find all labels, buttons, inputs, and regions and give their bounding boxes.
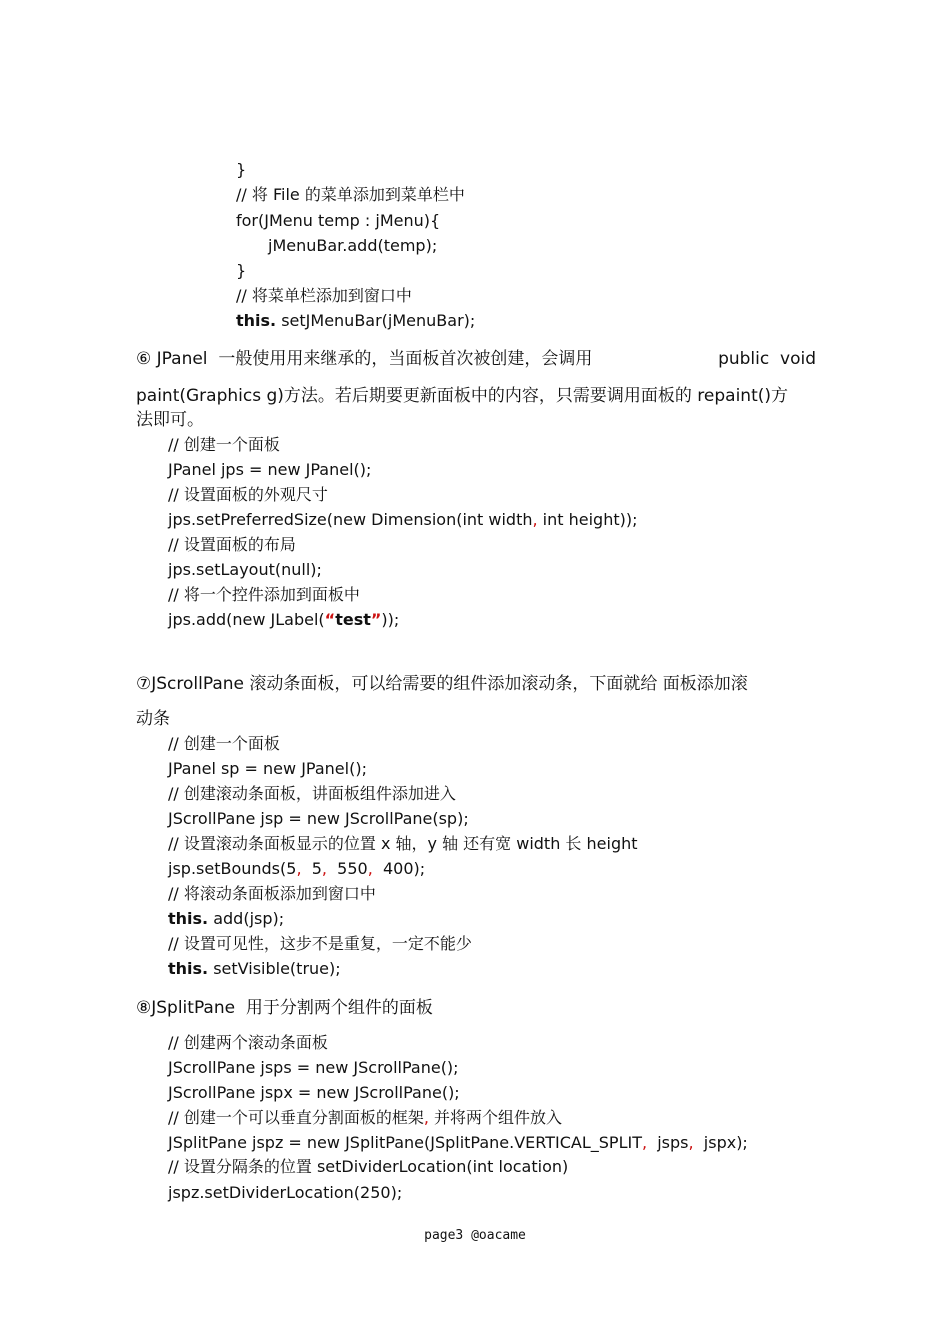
red-quote: ” (370, 610, 382, 629)
code-line: JScrollPane jsp = new JScrollPane(sp); (168, 809, 469, 828)
code-comment: // 创建一个面板 (168, 435, 280, 454)
code-comment: // 将菜单栏添加到窗口中 (236, 286, 412, 305)
code-line: for(JMenu temp : jMenu){ (236, 211, 441, 230)
keyword: this. (168, 909, 209, 928)
section-6-heading-text: ⑥ JPanel 一般使用用来继承的，当面板首次被创建，会调用 (136, 349, 593, 369)
code-text: 并将两个组件放入 (428, 1108, 563, 1127)
section-7-heading: ⑦JScrollPane 滚动条面板，可以给需要的组件添加滚动条，下面就给 面板添加滚 (136, 674, 748, 694)
code-line: jMenuBar.add(temp); (268, 236, 438, 255)
code-line: JScrollPane jsps = new JScrollPane(); (168, 1058, 459, 1077)
red-comma: , (688, 1133, 694, 1152)
code-line (168, 1133, 748, 1153)
code-text: )); (381, 610, 400, 629)
code-text: jps.add(new JLabel( (168, 610, 325, 629)
code-line: } (236, 261, 247, 280)
code-line: JScrollPane jspx = new JScrollPane(); (168, 1083, 460, 1102)
code-comment: // 设置分隔条的位置 setDividerLocation(int location) (168, 1157, 569, 1176)
code-line (168, 959, 341, 979)
code-text: setJMenuBar(jMenuBar); (276, 311, 476, 330)
code-text: jps.setPreferredSize(new Dimension(int width (168, 510, 533, 529)
code-text: add(jsp); (208, 909, 285, 928)
code-comment: // 创建滚动条面板，讲面板组件添加进入 (168, 784, 456, 803)
page-footer: page3 @oacame (424, 1228, 526, 1243)
section-6-paragraph: 法即可。 (136, 410, 204, 430)
code-comment (168, 1108, 562, 1128)
code-text: jsps (647, 1133, 689, 1152)
code-line: JPanel jps = new JPanel(); (168, 460, 372, 479)
red-comma: , (321, 859, 327, 878)
code-text: 5 (301, 859, 322, 878)
code-comment: // 创建两个滚动条面板 (168, 1033, 328, 1052)
code-comment: // 设置滚动条面板显示的位置 x 轴，y 轴 还有宽 width 长 height (168, 834, 638, 853)
code-line: jps.setLayout(null); (168, 560, 322, 579)
red-comma: , (641, 1133, 648, 1152)
section-6-paragraph: paint(Graphics g)方法。若后期要更新面板中的内容，只需要调用面板的 repaint()方 (136, 386, 789, 406)
code-line: JPanel sp = new JPanel(); (168, 759, 367, 778)
code-comment: // 将滚动条面板添加到窗口中 (168, 884, 376, 903)
code-line (168, 610, 399, 630)
code-line (236, 311, 475, 331)
red-comma: , (423, 1108, 429, 1127)
section-7-heading: 动条 (136, 709, 170, 729)
code-comment: // 设置面板的布局 (168, 535, 296, 554)
red-comma: , (296, 859, 302, 878)
code-text: jsp.setBounds(5 (168, 859, 297, 878)
section-8-heading: ⑧JSplitPane 用于分割两个组件的面板 (136, 998, 433, 1018)
code-line (168, 859, 425, 879)
code-text: jspx); (693, 1133, 748, 1152)
code-line (168, 909, 284, 929)
keyword: this. (236, 311, 277, 330)
code-text: setVisible(true); (208, 959, 341, 978)
code-line: jspz.setDividerLocation(250); (168, 1183, 403, 1202)
code-comment: // 设置面板的外观尺寸 (168, 485, 328, 504)
code-text: // 创建一个可以垂直分割面板的框架 (168, 1108, 424, 1127)
red-quote: “ (324, 610, 336, 629)
code-text: 400); (372, 859, 426, 878)
code-comment: // 设置可见性，这步不是重复，一定不能少 (168, 934, 472, 953)
code-text: JSplitPane jspz = new JSplitPane(JSplitPane.VERTICAL_SPLIT (168, 1133, 642, 1152)
code-comment: // 将 File 的菜单添加到菜单栏中 (236, 185, 465, 204)
section-6-heading-text-end: public void (718, 349, 816, 369)
red-comma: , (367, 859, 373, 878)
code-line (168, 510, 638, 530)
keyword: this. (168, 959, 209, 978)
code-string: test (335, 610, 371, 629)
code-line: } (236, 160, 247, 179)
code-text: int height)); (537, 510, 638, 529)
section-6-heading (136, 348, 816, 370)
code-comment: // 将一个控件添加到面板中 (168, 585, 360, 604)
code-comment: // 创建一个面板 (168, 734, 280, 753)
code-text: 550 (326, 859, 368, 878)
red-comma: , (532, 510, 538, 529)
